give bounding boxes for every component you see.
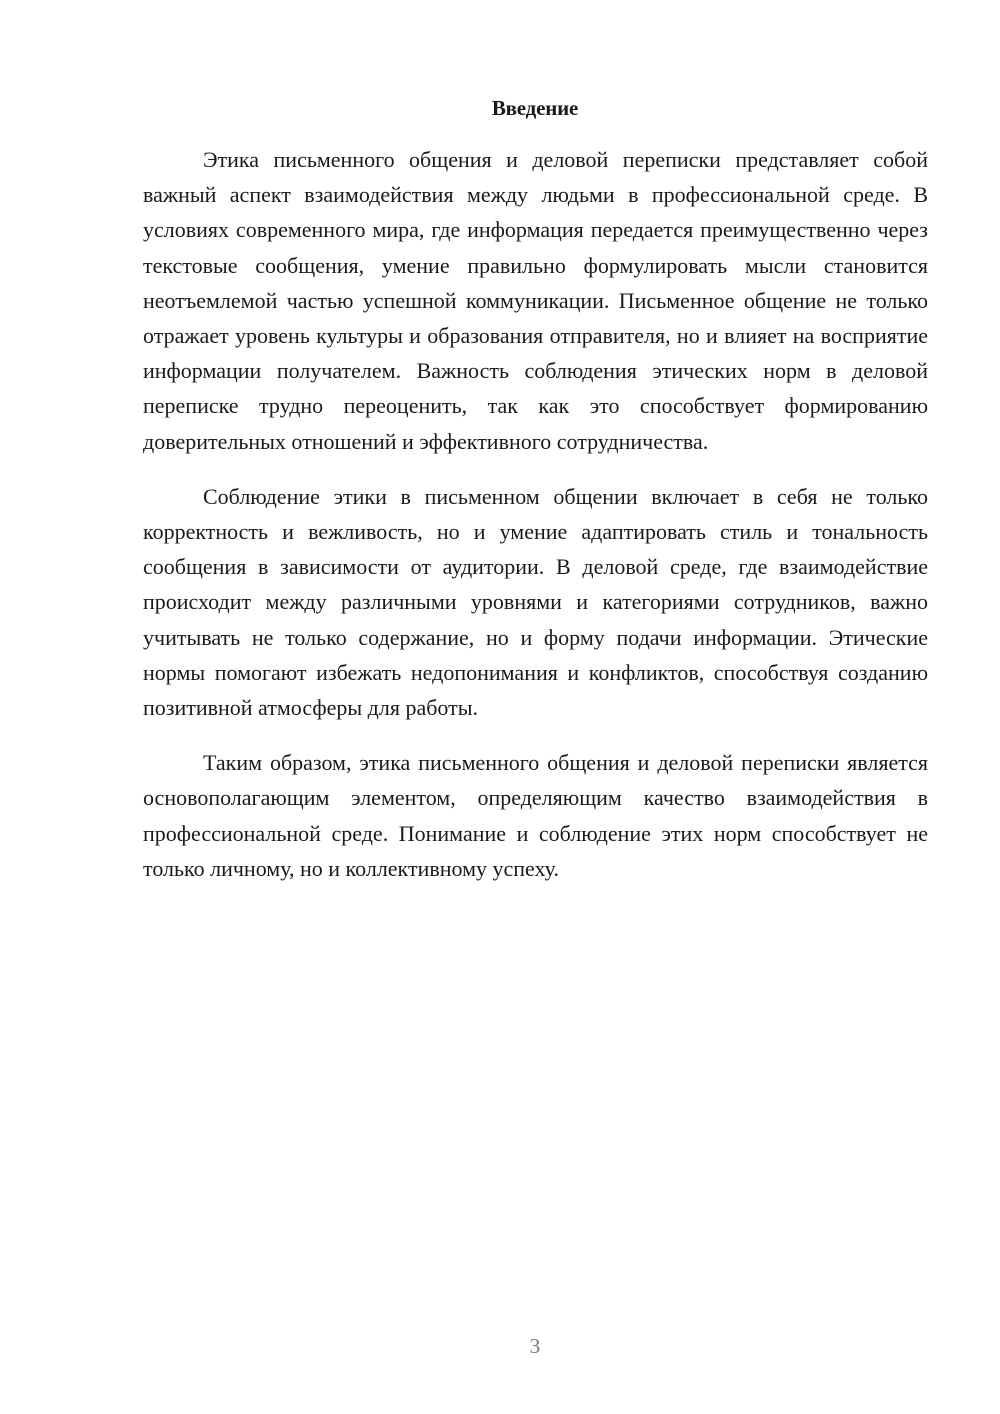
section-heading: Введение — [491, 96, 579, 120]
paragraph-1: Этика письменного общения и деловой переписки представляет собой важный аспект взаимодействия между людьми в профессиональной среде. В условиях современного мира, где информация передается преимущественно через текстовые сообщения, умение правильно формулировать мысли становится неотъемлемой частью успешной коммуникации. Письменное общение не только отражает уровень культуры и образования отправителя, но и влияет на восприятие информации получателем. Важность соблюдения этических норм в деловой переписке трудно переоценить, так как это способствует формированию доверительных отношений и эффективного сотрудничества. — [143, 147, 928, 454]
body-text — [143, 142, 928, 906]
paragraph-2: Соблюдение этики в письменном общении включает в себя не только корректность и вежливость, но и умение адаптировать стиль и тональность сообщения в зависимости от аудитории. В деловой среде, где взаимодействие происходит между различными уровнями и категориями сотрудников, важно учитывать не только содержание, но и форму подачи информации. Этические нормы помогают избежать недопонимания и конфликтов, способствуя созданию позитивной атмосферы для работы. — [143, 483, 928, 721]
paragraph-3: Таким образом, этика письменного общения и деловой переписки является основополагающим элементом, определяющим качество взаимодействия в профессиональной среде. Понимание и соблюдение этих норм способствует не только личному, но и коллективному успеху. — [143, 750, 928, 881]
page-number: 3 — [529, 1334, 541, 1358]
